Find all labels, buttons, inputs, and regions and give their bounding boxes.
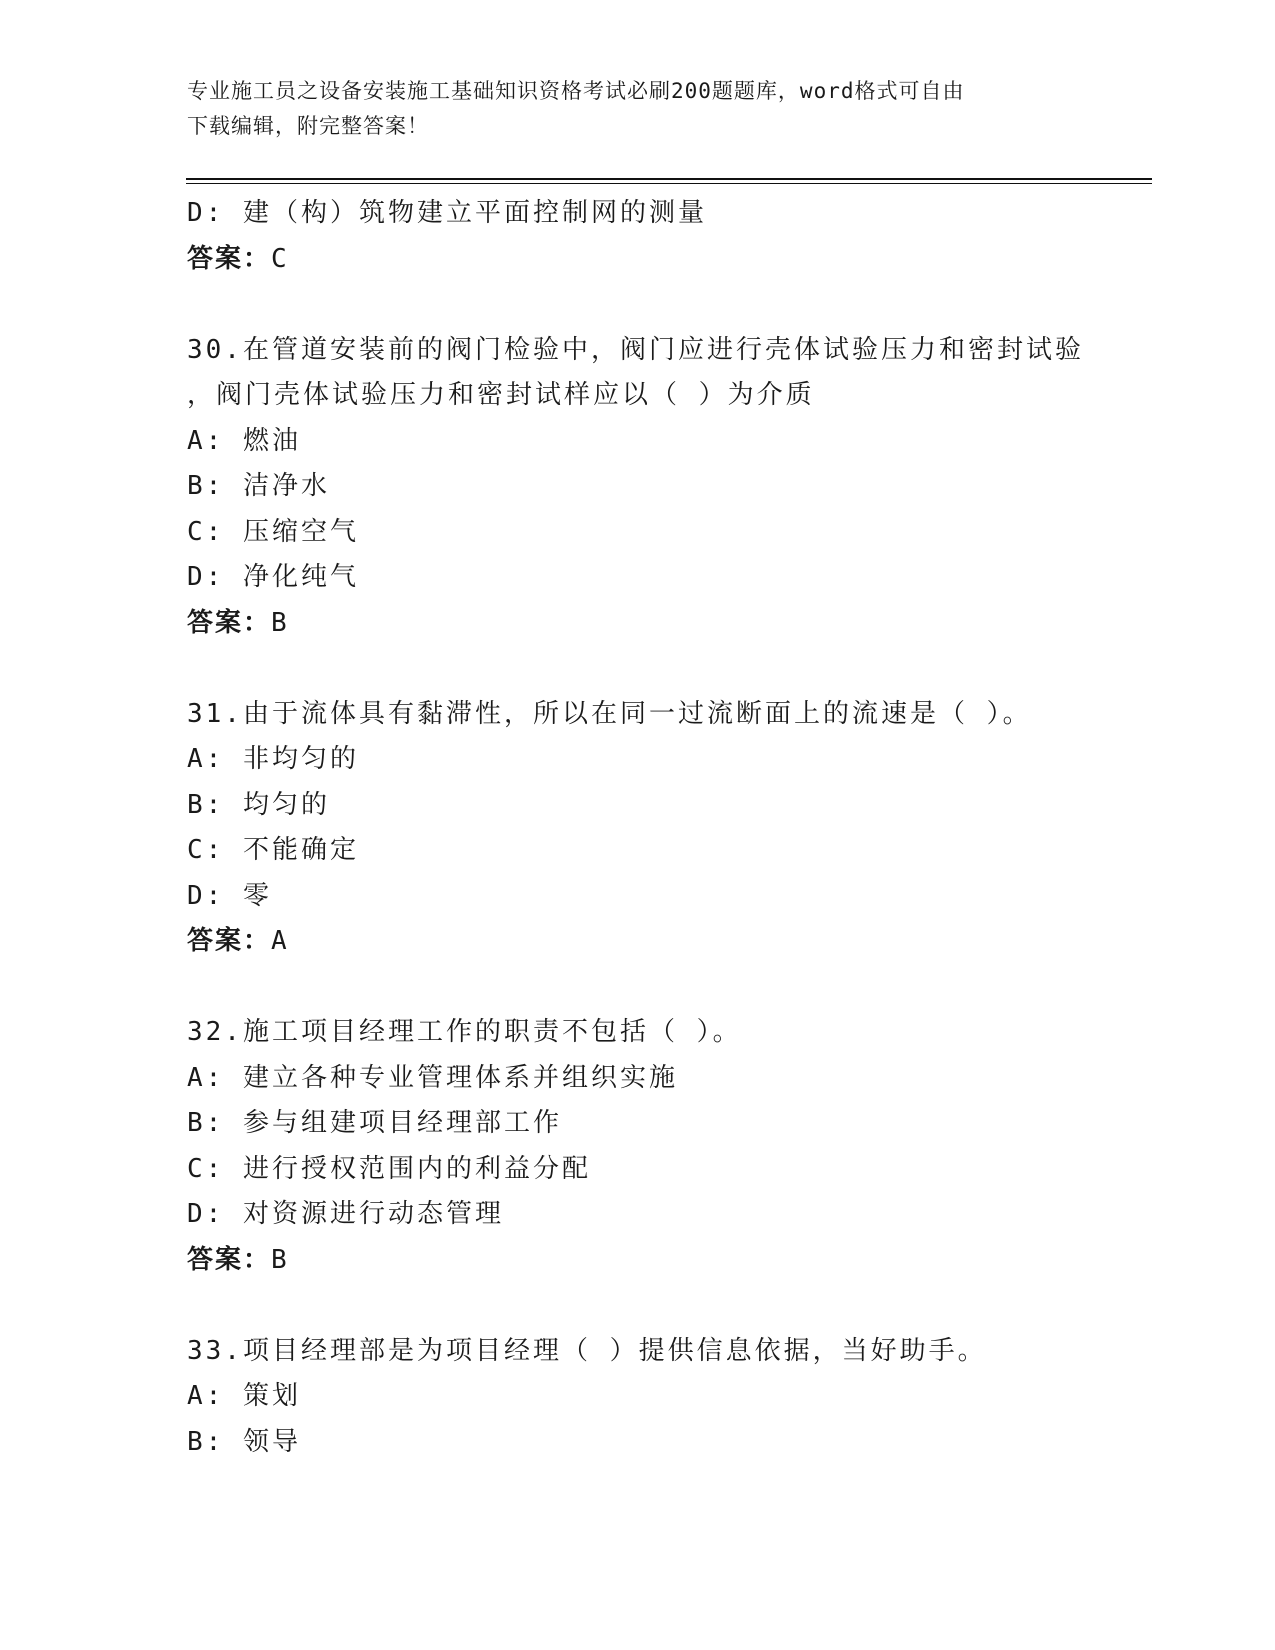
header-line-1: 专业施工员之设备安装施工基础知识资格考试必刷200题题库，word格式可自由: [187, 79, 965, 103]
option-d: D: 净化纯气: [187, 562, 359, 592]
option-a: A: 燃油: [187, 425, 301, 456]
answer-label: 答案：: [187, 926, 272, 956]
header-rule-thick: [186, 178, 1152, 180]
question-list: [187, 191, 1087, 1465]
option-d-prev: D: 建（构）筑物建立平面控制网的测量: [187, 198, 707, 228]
answer-label: 答案：: [187, 607, 272, 638]
question-32: [187, 1010, 1087, 1283]
question-30: [187, 328, 1087, 647]
answer-value: C: [271, 243, 289, 274]
option-c: C: 压缩空气: [187, 516, 359, 547]
answer-value: B: [271, 1244, 289, 1275]
answer-prev: [187, 237, 1087, 283]
question-33: [187, 1329, 1087, 1466]
question-stem-line-1: 33.项目经理部是为项目经理（ ）提供信息依据，当好助手。: [187, 1335, 987, 1366]
option-b: B: 领导: [187, 1426, 301, 1457]
header-rule-thin: [186, 183, 1152, 184]
answer-value: A: [271, 926, 289, 956]
question-stem-line-1: 30.在管道安装前的阀门检验中，阀门应进行壳体试验压力和密封试验: [187, 334, 1084, 365]
spacer: [187, 282, 1087, 328]
option-b: B: 均匀的: [187, 789, 330, 820]
option-d: D: 零: [187, 880, 272, 911]
answer: [187, 919, 1087, 965]
option-a: A: 非均匀的: [187, 744, 359, 774]
answer-label: 答案：: [187, 1244, 272, 1275]
question-31: [187, 692, 1087, 965]
answer: [187, 601, 1087, 647]
answer-label: 答案：: [187, 243, 272, 274]
option-b: B: 洁净水: [187, 471, 330, 501]
spacer: [187, 646, 1087, 692]
answer: [187, 1238, 1087, 1284]
option-a: A: 策划: [187, 1381, 301, 1411]
question-stem-line-1: 32.施工项目经理工作的职责不包括（ ）。: [187, 1017, 742, 1047]
option-b: B: 参与组建项目经理部工作: [187, 1108, 562, 1138]
spacer: [187, 1283, 1087, 1329]
spacer: [187, 965, 1087, 1011]
option-a: A: 建立各种专业管理体系并组织实施: [187, 1062, 678, 1093]
option-c: C: 不能确定: [187, 835, 359, 865]
option-d: D: 对资源进行动态管理: [187, 1199, 504, 1229]
answer-value: B: [271, 607, 289, 638]
question-stem-line-1: 31.由于流体具有黏滞性，所以在同一过流断面上的流速是（ ）。: [187, 698, 1032, 729]
document-header: [187, 74, 1067, 144]
header-line-2: 下载编辑，附完整答案！: [187, 114, 429, 138]
question-stem-line-2: ，阀门壳体试验压力和密封试样应以（ ）为介质: [187, 380, 815, 410]
option-c: C: 进行授权范围内的利益分配: [187, 1153, 591, 1184]
